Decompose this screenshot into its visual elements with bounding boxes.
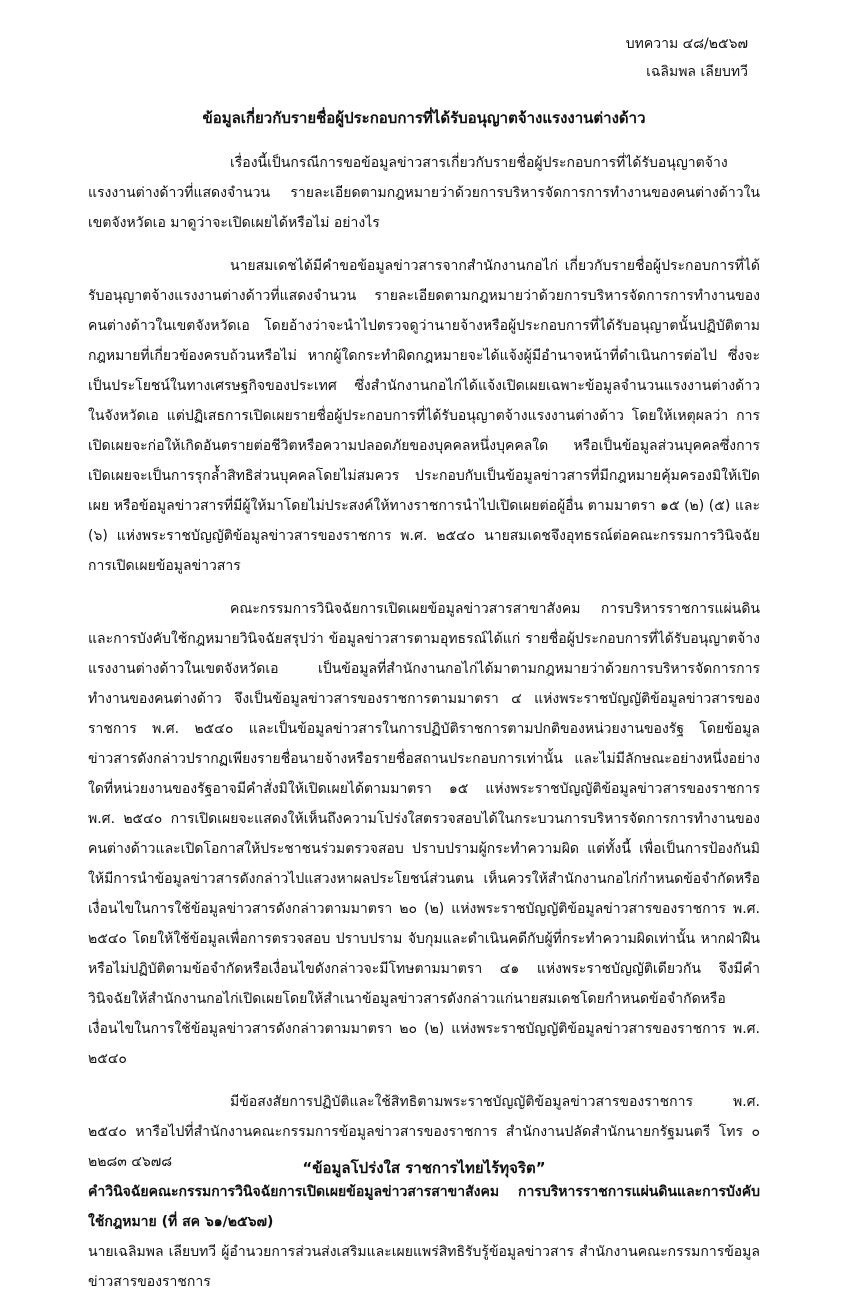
- document-body: [88, 148, 760, 1297]
- header-block: [626, 30, 748, 86]
- article-number: บทความ ๔๘/๒๕๖๗: [625, 36, 748, 52]
- request-paragraph: นายสมเดชได้มีคำขอข้อมูลข่าวสารจากสำนักงานกอไก่ เกี่ยวกับรายชื่อผู้ประกอบการที่ได้รับอนุญาตจ้างแรงงานต่างด้าวที่แสดงจำนวน รายละเอียดตามกฎหมายว่าด้วยการบริหารจัดการการทำงานของคนต่างด้าวในเขตจังหวัดเอ โดยอ้างว่าจะนำไปตรวจดูว่านายจ้างหรือผู้ประกอบการที่ได้รับอนุญาตนั้นปฏิบัติตามกฎหมายที่เกี่ยวข้องครบถ้วนหรือไม่ หากผู้ใดกระทำผิดกฎหมายจะได้แจ้งผู้มีอำนาจหน้าที่ดำเนินการต่อไป ซึ่งจะเป็นประโยชน์ในทางเศรษฐกิจของประเทศ ซึ่งสำนักงานกอไก่ได้แจ้งเปิดเผยเฉพาะข้อมูลจำนวนแรงงานต่างด้าวในจังหวัดเอ แต่ปฏิเสธการเปิดเผยรายชื่อผู้ประกอบการที่ได้รับอนุญาตจ้างแรงงานต่างด้าว โดยให้เหตุผลว่า การเปิดเผยจะก่อให้เกิดอันตรายต่อชีวิตหรือความปลอดภัยของบุคคลหนึ่งบุคคลใด หรือเป็นข้อมูลส่วนบุคคลซึ่งการเปิดเผยจะเป็นการรุกล้ำสิทธิส่วนบุคคลโดยไม่สมควร ประกอบกับเป็นข้อมูลข่าวสารที่มีกฎหมายคุ้มครองมิให้เปิดเผย หรือข้อมูลข่าวสารที่มีผู้ให้มาโดยไม่ประสงค์ให้ทางราชการนำไปเปิดเผยต่อผู้อื่น ตามมาตรา ๑๕ (๒) (๕) และ (๖) แห่งพระราชบัญญัติข้อมูลข่าวสารของราชการ พ.ศ. ๒๕๔๐ นายสมเดชจึงอุทธรณ์ต่อคณะกรรมการวินิจฉัยการเปิดเผยข้อมูลข่าวสาร: [88, 258, 760, 574]
- footer-slogan: “ข้อมูลโปร่งใส ราชการไทยไร้ทุจริต”: [302, 1159, 546, 1177]
- author-name: เฉลิมพล เลียบทวี: [646, 64, 748, 80]
- committee-paragraph: คณะกรรมการวินิจฉัยการเปิดเผยข้อมูลข่าวสารสาขาสังคม การบริหารราชการแผ่นดินและการบังคับใช้กฎหมายวินิจฉัยสรุปว่า ข้อมูลข่าวสารตามอุทธรณ์ได้แก่ รายชื่อผู้ประกอบการที่ได้รับอนุญาตจ้างแรงงานต่างด้าวในเขตจังหวัดเอ เป็นข้อมูลที่สำนักงานกอไก่ได้มาตามกฎหมายว่าด้วยการบริหารจัดการการทำงานของคนต่างด้าว จึงเป็นข้อมูลข่าวสารของราชการตามมาตรา ๔ แห่งพระราชบัญญัติข้อมูลข่าวสารของราชการ พ.ศ. ๒๕๔๐ และเป็นข้อมูลข่าวสารในการปฏิบัติราชการตามปกติของหน่วยงานของรัฐ โดยข้อมูลข่าวสารดังกล่าวปรากฏเพียงรายชื่อนายจ้างหรือรายชื่อสถานประกอบการเท่านั้น และไม่มีลักษณะอย่างหนึ่งอย่างใดที่หน่วยงานของรัฐอาจมีคำสั่งมิให้เปิดเผยได้ตามมาตรา ๑๕ แห่งพระราชบัญญัติข้อมูลข่าวสารของราชการ พ.ศ. ๒๕๔๐ การเปิดเผยจะแสดงให้เห็นถึงความโปร่งใสตรวจสอบได้ในกระบวนการบริหารจัดการการทำงานของคนต่างด้าวและเปิดโอกาสให้ประชาชนร่วมตรวจสอบ ปราบปรามผู้กระทำความผิด แต่ทั้งนี้ เพื่อเป็นการป้องกันมิให้มีการนำข้อมูลข่าวสารดังกล่าวไปแสวงหาผลประโยชน์ส่วนตน เห็นควรให้สำนักงานกอไก่กำหนดข้อจำกัดหรือเงื่อนไขในการใช้ข้อมูลข่าวสารดังกล่าวตามมาตรา ๒๐ (๒) แห่งพระราชบัญญัติข้อมูลข่าวสารของราชการ พ.ศ. ๒๕๔๐ โดยให้ใช้ข้อมูลเพื่อการตรวจสอบ ปราบปราม จับกุมและดำเนินคดีกับผู้ที่กระทำความผิดเท่านั้น หากฝ่าฝืนหรือไม่ปฏิบัติตามข้อจำกัดหรือเงื่อนไขดังกล่าวจะมีโทษตามมาตรา ๔๑ แห่งพระราชบัญญัติเดียวกัน จึงมีคำวินิจฉัยให้สำนักงานกอไก่เปิดเผยโดยให้สำเนาข้อมูลข่าวสารดังกล่าวแก่นายสมเดชโดยกำหนดข้อจำกัดหรือเงื่อนไขในการใช้ข้อมูลข่าวสารดังกล่าวตามมาตรา ๒๐ (๒) แห่งพระราชบัญญัติข้อมูลข่าวสารของราชการ พ.ศ. ๒๕๔๐: [88, 601, 760, 1067]
- intro-paragraph: เรื่องนี้เป็นกรณีการขอข้อมูลข่าวสารเกี่ยวกับรายชื่อผู้ประกอบการที่ได้รับอนุญาตจ้างแรงงานต่างด้าวที่แสดงจำนวน รายละเอียดตามกฎหมายว่าด้วยการบริหารจัดการการทำงานของคนต่างด้าวในเขตจังหวัดเอ มาดูว่าจะเปิดเผยได้หรือไม่ อย่างไร: [88, 155, 760, 231]
- contact-paragraph: มีข้อสงสัยการปฏิบัติและใช้สิทธิตามพระราชบัญญัติข้อมูลข่าวสารของราชการ พ.ศ. ๒๕๔๐ หารือไปที่สำนักงานคณะกรรมการข้อมูลข่าวสารของราชการ สำนักงานปลัดสำนักนายกรัฐมนตรี โทร ๐ ๒๒๘๓ ๔๖๗๘: [88, 1094, 760, 1170]
- document-title: ข้อมูลเกี่ยวกับรายชื่อผู้ประกอบการที่ได้รับอนุญาตจ้างแรงงานต่างด้าว: [202, 109, 646, 127]
- decision-reference: คำวินิจฉัยคณะกรรมการวินิจฉัยการเปิดเผยข้อมูลข่าวสารสาขาสังคม การบริหารราชการแผ่นดินและการบังคับใช้กฎหมาย (ที่ สค ๖๑/๒๕๖๗): [88, 1184, 760, 1230]
- author-line: นายเฉลิมพล เลียบทวี ผู้อำนวยการส่วนส่งเสริมและเผยแพร่สิทธิรับรู้ข้อมูลข่าวสาร สำนักงานคณะกรรมการข้อมูลข่าวสารของราชการ: [88, 1244, 760, 1290]
